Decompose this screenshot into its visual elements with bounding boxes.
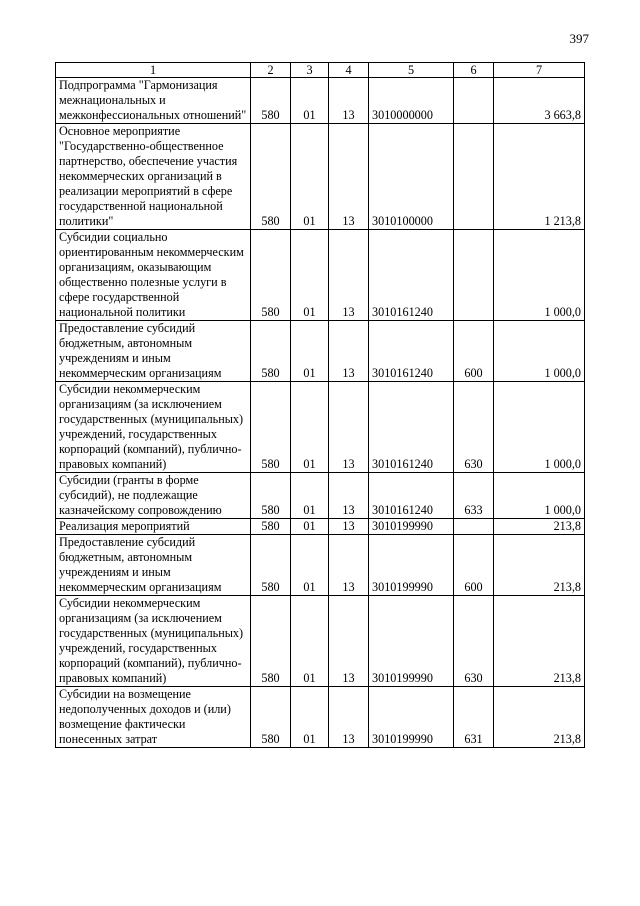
cell-expense-type: 600 xyxy=(454,535,494,596)
row-name: Субсидии некоммерческим организациям (за исключением государственных (муниципальных) учреждений, государственных корпораций (компаний), публично-правовых компаний) xyxy=(56,382,251,473)
row-name: Субсидии некоммерческим организациям (за исключением государственных (муниципальных) учреждений, государственных корпораций (компаний), публично-правовых компаний) xyxy=(56,596,251,687)
cell-subsection: 13 xyxy=(329,230,369,321)
cell-subsection: 13 xyxy=(329,596,369,687)
cell-subsection: 13 xyxy=(329,535,369,596)
cell-amount: 3 663,8 xyxy=(494,78,585,124)
cell-target-code: 3010100000 xyxy=(369,124,454,230)
cell-section: 01 xyxy=(291,535,329,596)
cell-amount: 1 000,0 xyxy=(494,382,585,473)
cell-section: 01 xyxy=(291,687,329,748)
cell-subsection: 13 xyxy=(329,473,369,519)
cell-expense-type xyxy=(454,230,494,321)
cell-section: 01 xyxy=(291,124,329,230)
cell-section: 01 xyxy=(291,519,329,535)
cell-ministry: 580 xyxy=(251,78,291,124)
table-row xyxy=(56,230,585,321)
cell-ministry: 580 xyxy=(251,473,291,519)
cell-amount: 213,8 xyxy=(494,535,585,596)
cell-subsection: 13 xyxy=(329,382,369,473)
row-name: Субсидии социально ориентированным некоммерческим организациям, оказывающим общественно полезные услуги в сфере государственной национальной политики xyxy=(56,230,251,321)
table-row xyxy=(56,382,585,473)
column-header-3: 3 xyxy=(291,63,329,78)
table-row xyxy=(56,535,585,596)
cell-ministry: 580 xyxy=(251,535,291,596)
table-row xyxy=(56,687,585,748)
row-name: Предоставление субсидий бюджетным, автономным учреждениям и иным некоммерческим организациям xyxy=(56,321,251,382)
cell-target-code: 3010161240 xyxy=(369,382,454,473)
cell-section: 01 xyxy=(291,382,329,473)
cell-expense-type: 600 xyxy=(454,321,494,382)
cell-target-code: 3010199990 xyxy=(369,535,454,596)
cell-target-code: 3010199990 xyxy=(369,519,454,535)
row-name: Предоставление субсидий бюджетным, автономным учреждениям и иным некоммерческим организациям xyxy=(56,535,251,596)
cell-expense-type: 633 xyxy=(454,473,494,519)
cell-subsection: 13 xyxy=(329,78,369,124)
row-name: Субсидии на возмещение недополученных доходов и (или) возмещение фактически понесенных затрат xyxy=(56,687,251,748)
cell-ministry: 580 xyxy=(251,124,291,230)
row-name: Основное мероприятие "Государственно-общественное партнерство, обеспечение участия некоммерческих организаций в реализации мероприятий в сфере государственной национальной политики" xyxy=(56,124,251,230)
table-row xyxy=(56,473,585,519)
table-row xyxy=(56,124,585,230)
cell-amount: 1 213,8 xyxy=(494,124,585,230)
cell-target-code: 3010161240 xyxy=(369,230,454,321)
column-header-2: 2 xyxy=(251,63,291,78)
header-row xyxy=(56,63,585,78)
cell-ministry: 580 xyxy=(251,230,291,321)
cell-target-code: 3010199990 xyxy=(369,687,454,748)
cell-ministry: 580 xyxy=(251,596,291,687)
cell-target-code: 3010000000 xyxy=(369,78,454,124)
cell-section: 01 xyxy=(291,596,329,687)
cell-section: 01 xyxy=(291,473,329,519)
cell-expense-type xyxy=(454,124,494,230)
cell-expense-type xyxy=(454,78,494,124)
cell-ministry: 580 xyxy=(251,687,291,748)
cell-amount: 213,8 xyxy=(494,687,585,748)
cell-target-code: 3010199990 xyxy=(369,596,454,687)
cell-subsection: 13 xyxy=(329,124,369,230)
cell-expense-type xyxy=(454,519,494,535)
table-row xyxy=(56,321,585,382)
cell-subsection: 13 xyxy=(329,321,369,382)
cell-subsection: 13 xyxy=(329,687,369,748)
row-name: Подпрограмма "Гармонизация межнациональных и межконфессиональных отношений" xyxy=(56,78,251,124)
row-name: Реализация мероприятий xyxy=(56,519,251,535)
column-header-1: 1 xyxy=(56,63,251,78)
table-row xyxy=(56,596,585,687)
cell-amount: 1 000,0 xyxy=(494,473,585,519)
cell-ministry: 580 xyxy=(251,382,291,473)
cell-amount: 1 000,0 xyxy=(494,230,585,321)
column-header-5: 5 xyxy=(369,63,454,78)
budget-table xyxy=(55,62,585,748)
cell-ministry: 580 xyxy=(251,321,291,382)
cell-section: 01 xyxy=(291,321,329,382)
row-name: Субсидии (гранты в форме субсидий), не подлежащие казначейскому сопровождению xyxy=(56,473,251,519)
cell-expense-type: 630 xyxy=(454,596,494,687)
cell-target-code: 3010161240 xyxy=(369,473,454,519)
cell-ministry: 580 xyxy=(251,519,291,535)
table-row xyxy=(56,519,585,535)
cell-expense-type: 631 xyxy=(454,687,494,748)
cell-subsection: 13 xyxy=(329,519,369,535)
cell-amount: 213,8 xyxy=(494,519,585,535)
cell-target-code: 3010161240 xyxy=(369,321,454,382)
column-header-7: 7 xyxy=(494,63,585,78)
cell-section: 01 xyxy=(291,78,329,124)
cell-expense-type: 630 xyxy=(454,382,494,473)
column-header-4: 4 xyxy=(329,63,369,78)
page-number: 397 xyxy=(569,31,589,46)
cell-amount: 213,8 xyxy=(494,596,585,687)
table-row xyxy=(56,78,585,124)
column-header-6: 6 xyxy=(454,63,494,78)
cell-section: 01 xyxy=(291,230,329,321)
cell-amount: 1 000,0 xyxy=(494,321,585,382)
